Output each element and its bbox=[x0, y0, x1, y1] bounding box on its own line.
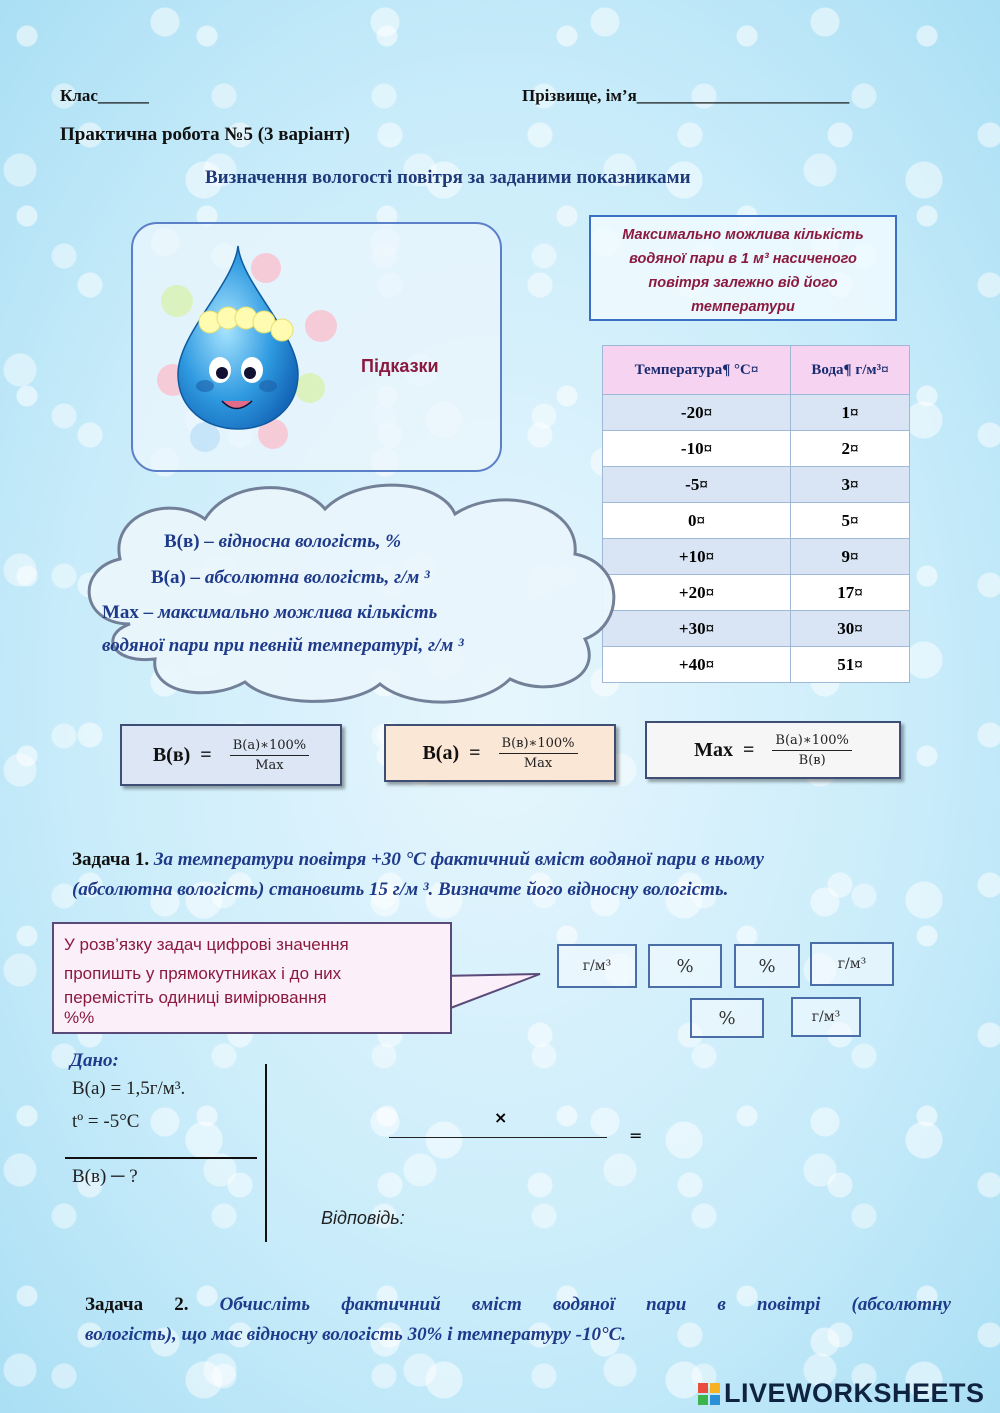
callout-line: %% bbox=[64, 1008, 95, 1027]
table-cell: 17¤ bbox=[791, 575, 910, 611]
unit-box-percent[interactable]: % bbox=[690, 998, 764, 1038]
cloud-line-max: Max – максимально можлива кількість bbox=[102, 602, 438, 623]
cloud-shape bbox=[70, 474, 630, 714]
task2-label: Задача 2. bbox=[85, 1294, 189, 1315]
formula-numerator: В(а)∗100% bbox=[772, 733, 851, 751]
task1 bbox=[72, 845, 952, 905]
table-cell: +40¤ bbox=[603, 647, 791, 683]
given-title: Дано: bbox=[70, 1050, 119, 1071]
formula-denominator: В(в) bbox=[798, 752, 826, 768]
temperature-water-table bbox=[602, 345, 910, 683]
table-row bbox=[603, 539, 910, 575]
task1-text: (абсолютна вологість) становить 15 г/м ³. Визначте його відносну вологість. bbox=[72, 879, 729, 900]
table-cell: 5¤ bbox=[791, 503, 910, 539]
max-note-line: повітря залежно від його bbox=[648, 275, 838, 291]
given-absolute-humidity: В(а) = 1,5г/м³. bbox=[72, 1078, 186, 1099]
table-cell: -5¤ bbox=[603, 467, 791, 503]
subtitle: Визначення вологості повітря за заданими показниками bbox=[205, 167, 691, 188]
table-cell: +20¤ bbox=[603, 575, 791, 611]
table-cell: 9¤ bbox=[791, 539, 910, 575]
table-row bbox=[603, 611, 910, 647]
unit-box-percent[interactable]: % bbox=[648, 944, 722, 988]
table-cell: 51¤ bbox=[791, 647, 910, 683]
max-note-line: Максимально можлива кількість bbox=[622, 227, 864, 243]
formula-denominator: Max bbox=[255, 757, 284, 773]
formula-equals: = bbox=[743, 738, 755, 761]
hints-label: Підказки bbox=[361, 356, 439, 376]
unit-box-g-m3[interactable]: г/м³ bbox=[557, 944, 637, 988]
unit-box-percent[interactable]: % bbox=[734, 944, 800, 988]
formula-equals: = bbox=[200, 743, 212, 766]
work-title: Практична робота №5 (3 варіант) bbox=[60, 124, 351, 145]
formula-absolute-humidity bbox=[384, 724, 616, 782]
formula-equals: = bbox=[469, 741, 481, 764]
formula-numerator: В(в)∗100% bbox=[499, 736, 578, 754]
formula-label: В(в) bbox=[152, 743, 191, 766]
table-cell: +10¤ bbox=[603, 539, 791, 575]
task2 bbox=[85, 1290, 951, 1350]
table-header-water: Вода¶ г/м³¤ bbox=[791, 346, 910, 395]
name-field: Прізвище, ім’я_________________________ bbox=[522, 86, 850, 105]
cloud-line-relative: В(в) – відносна вологість, % bbox=[164, 531, 402, 552]
max-note-line: температури bbox=[691, 299, 795, 315]
task1-text: За температури повітря +30 °С фактичний вміст водяної пари в ньому bbox=[149, 849, 764, 870]
formula-label: В(а) bbox=[422, 741, 460, 764]
table-cell: 3¤ bbox=[791, 467, 910, 503]
instruction-callout bbox=[52, 922, 452, 1034]
table-cell: +30¤ bbox=[603, 611, 791, 647]
table-cell: 0¤ bbox=[603, 503, 791, 539]
answer-label: Відповідь: bbox=[321, 1208, 405, 1228]
task1-label: Задача 1. bbox=[72, 849, 150, 870]
max-vapor-note bbox=[589, 215, 897, 321]
table-row bbox=[603, 503, 910, 539]
times-sign: × bbox=[494, 1108, 508, 1127]
class-field: Клас______ bbox=[60, 86, 149, 105]
equals-sign: = bbox=[629, 1126, 643, 1145]
table-header-temperature: Температура¶ °C¤ bbox=[603, 346, 791, 395]
table-cell: 2¤ bbox=[791, 431, 910, 467]
table-row bbox=[603, 647, 910, 683]
liveworksheets-logo bbox=[698, 1378, 985, 1409]
unit-box-g-m3[interactable]: г/м³ bbox=[810, 942, 894, 986]
cloud-line-absolute: В(а) – абсолютна вологість, г/м ³ bbox=[151, 567, 430, 588]
task2-text: Обчисліть фактичний вміст водяної пари в повітрі (абсолютну bbox=[188, 1294, 951, 1315]
droplet-character-icon bbox=[150, 244, 350, 456]
table-cell: -20¤ bbox=[603, 395, 791, 431]
logo-grid-icon bbox=[698, 1383, 720, 1405]
task2-text: вологість), що має відносну вологість 30% і температуру -10°С. bbox=[85, 1324, 626, 1345]
table-cell: -10¤ bbox=[603, 431, 791, 467]
table-row bbox=[603, 395, 910, 431]
table-cell: 30¤ bbox=[791, 611, 910, 647]
formula-relative-humidity bbox=[120, 724, 342, 786]
given-divider bbox=[65, 1157, 257, 1159]
table-row bbox=[603, 431, 910, 467]
given-unknown: В(в) ─ ? bbox=[72, 1166, 138, 1187]
fraction-line bbox=[389, 1137, 607, 1138]
brand-text: LIVEWORKSHEETS bbox=[724, 1378, 985, 1408]
formula-max bbox=[645, 721, 901, 779]
callout-line: перемістіть одиниці вимірювання bbox=[64, 988, 327, 1007]
formula-denominator: Max bbox=[523, 755, 553, 771]
solution-divider bbox=[265, 1064, 267, 1242]
callout-line: пропишть у прямокутниках і до них bbox=[64, 964, 342, 983]
max-note-line: водяної пари в 1 м³ насиченого bbox=[629, 251, 857, 267]
table-row bbox=[603, 575, 910, 611]
callout-pointer bbox=[440, 966, 550, 1026]
formula-numerator: В(а)∗100% bbox=[230, 738, 309, 756]
table-row bbox=[603, 467, 910, 503]
table-cell: 1¤ bbox=[791, 395, 910, 431]
unit-box-g-m3[interactable]: г/м³ bbox=[791, 997, 861, 1037]
formula-label: Max bbox=[694, 738, 734, 761]
cloud-line-max-cont: водяної пари при певній температурі, г/м ³ bbox=[102, 635, 464, 656]
given-temperature: tº = -5°C bbox=[72, 1111, 140, 1132]
callout-line: У розв’язку задач цифрові значення bbox=[64, 935, 349, 954]
